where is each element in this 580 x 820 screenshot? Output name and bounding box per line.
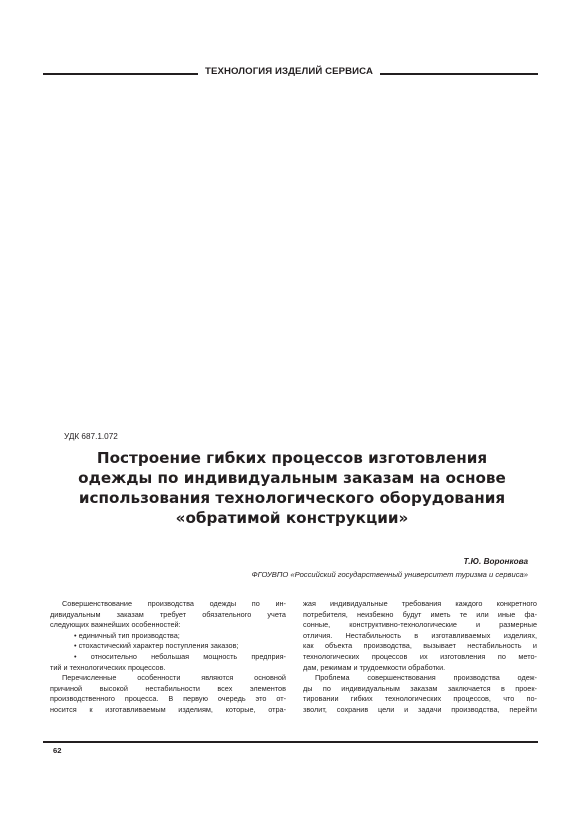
text-line: Совершенствование производства одежды по ин- (62, 599, 286, 608)
title-line: Построение гибких процессов изготовления (96, 449, 488, 467)
footer-rule (43, 741, 538, 743)
title-line: одежды по индивидуальным заказам на основе (78, 469, 506, 487)
bullet-item: • стохастический характер поступления заказов; (74, 641, 239, 651)
header-rule-right (380, 73, 538, 75)
text-line: причиной высокой нестабильности всех элементов (50, 683, 286, 693)
text-line: зволит, сохранив цели и задачи производства, перейти (303, 704, 537, 714)
running-head: ТЕХНОЛОГИЯ ИЗДЕЛИЙ СЕРВИСА (205, 66, 373, 77)
header-rule-left (43, 73, 198, 75)
text-line: Проблема совершенствования производства одеж- (315, 673, 537, 683)
text-line: дам, режимам и трудоемкости обработки. (303, 662, 446, 672)
text-line: потребителя, неизбежно будут иметь те или иные фа- (303, 609, 537, 619)
text-line: Перечисленные особенности являются основной (62, 673, 286, 683)
text-line: технологических процессов их изготовления по мето- (303, 651, 537, 661)
bullet-item: • единичный тип производства; (74, 630, 180, 640)
article-title (50, 448, 534, 528)
text-line: жая индивидуальные требования каждого конкретного (303, 599, 537, 608)
body-column-right (303, 599, 537, 716)
text-line: производственного процесса. В первую очередь это от- (50, 694, 286, 704)
title-line: «обратимой конструкции» (175, 509, 409, 527)
text-line: следующих важнейших особенностей: (50, 620, 181, 630)
text-line: как объекта производства, вызывает нестабильность и (303, 641, 537, 651)
author-name: Т.Ю. Воронкова (463, 557, 528, 566)
body-column-left (50, 599, 286, 716)
text-line: тий и технологических процессов. (50, 662, 166, 672)
text-line: сонные, конструктивно-технологические и размерные (303, 620, 537, 630)
bullet-item: • относительно небольшая мощность предприя- (74, 651, 286, 661)
title-line: использования технологического оборудования (78, 489, 506, 507)
udk-code: УДК 687.1.072 (64, 432, 118, 441)
text-line: отличия. Нестабильность в изготавливаемых изделиях, (303, 630, 537, 640)
page-number: 62 (53, 746, 62, 755)
text-line: ды по индивидуальным заказам заключается в проек- (303, 683, 537, 693)
text-line: тировании гибких технологических процессов, что по- (303, 694, 537, 704)
author-affiliation: ФГОУВПО «Российский государственный университет туризма и сервиса» (251, 570, 528, 579)
text-line: носится к изготавливаемым изделиям, которые, отра- (50, 704, 286, 714)
text-line: дивидуальным заказам требует обязательного учета (50, 609, 286, 619)
